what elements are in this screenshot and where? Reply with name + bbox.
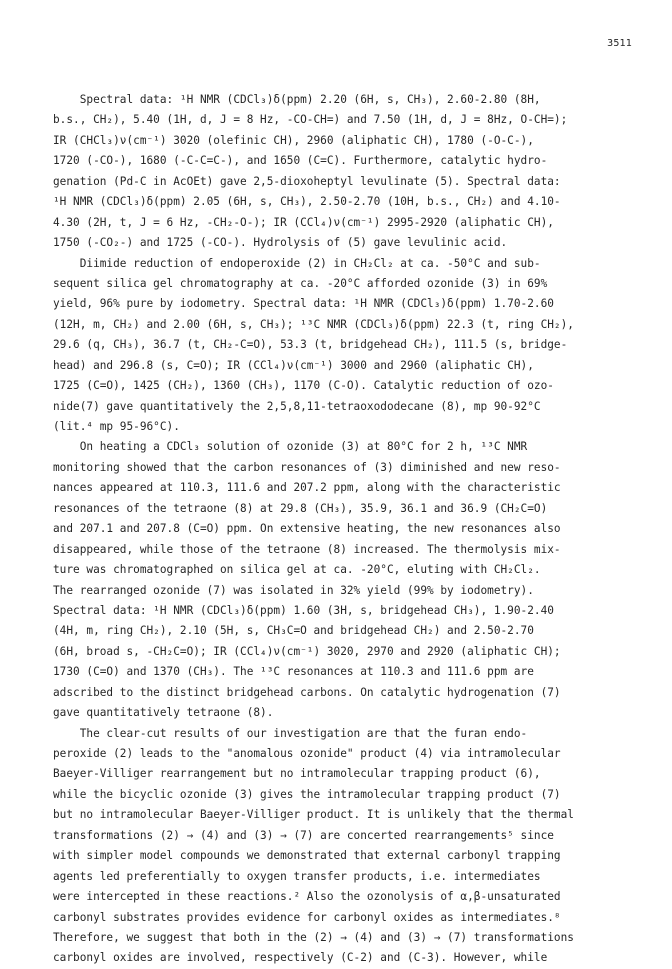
text-line: b.s., CH₂), 5.40 (1H, d, J = 8 Hz, -CO-CH=) and 7.50 (1H, d, J = 8Hz, O-CH=);: [53, 113, 568, 127]
text-line: agents led preferentially to oxygen transfer products, i.e. intermediates: [53, 869, 541, 883]
text-line: yield, 96% pure by iodometry. Spectral data: ¹H NMR (CDCl₃)δ(ppm) 1.70-2.60: [53, 297, 554, 311]
text-line: IR (CHCl₃)ν(cm⁻¹) 3020 (olefinic CH), 2960 (aliphatic CH), 1780 (-O-C-),: [53, 133, 534, 147]
text-line: 4.30 (2H, t, J = 6 Hz, -CH₂-O-); IR (CCl₄)ν(cm⁻¹) 2995-2920 (aliphatic CH),: [53, 215, 554, 229]
text-line: monitoring showed that the carbon resonances of (3) diminished and new reso-: [53, 460, 561, 474]
text-line: On heating a CDCl₃ solution of ozonide (3) at 80°C for 2 h, ¹³C NMR: [53, 440, 528, 454]
text-line: sequent silica gel chromatography at ca. -20°C afforded ozonide (3) in 69%: [53, 276, 548, 290]
text-line: disappeared, while those of the tetraone (8) increased. The thermolysis mix-: [53, 542, 561, 556]
text-line: carbonyl substrates provides evidence for carbonyl oxides as intermediates.⁸: [53, 910, 561, 924]
text-line: 1730 (C=O) and 1370 (CH₃). The ¹³C resonances at 110.3 and 111.6 ppm are: [53, 665, 534, 679]
text-line: gave quantitatively tetraone (8).: [53, 706, 274, 720]
text-line: 29.6 (q, CH₃), 36.7 (t, CH₂-C=O), 53.3 (t, bridgehead CH₂), 111.5 (s, bridge-: [53, 338, 568, 352]
text-line: Spectral data: ¹H NMR (CDCl₃)δ(ppm) 1.60 (3H, s, bridgehead CH₃), 1.90-2.40: [53, 603, 554, 617]
body-text: [53, 90, 625, 969]
text-line: with simpler model compounds we demonstrated that external carbonyl trapping: [53, 849, 561, 863]
text-line: Therefore, we suggest that both in the (2) → (4) and (3) → (7) transformations: [53, 930, 574, 944]
text-line: 1725 (C=O), 1425 (CH₂), 1360 (CH₃), 1170 (C-O). Catalytic reduction of ozo-: [53, 379, 554, 393]
text-line: 1750 (-CO₂-) and 1725 (-CO-). Hydrolysis of (5) gave levulinic acid.: [53, 236, 508, 250]
text-line: ¹H NMR (CDCl₃)δ(ppm) 2.05 (6H, s, CH₃), 2.50-2.70 (10H, b.s., CH₂) and 4.10-: [53, 195, 561, 209]
text-line: Baeyer-Villiger rearrangement but no intramolecular trapping product (6),: [53, 767, 541, 781]
text-line: nide(7) gave quantitatively the 2,5,8,11-tetraoxododecane (8), mp 90-92°C: [53, 399, 541, 413]
text-line: The clear-cut results of our investigation are that the furan endo-: [53, 726, 528, 740]
text-line: adscribed to the distinct bridgehead carbons. On catalytic hydrogenation (7): [53, 685, 561, 699]
text-line: (4H, m, ring CH₂), 2.10 (5H, s, CH₃C=O and bridgehead CH₂) and 2.50-2.70: [53, 624, 534, 638]
text-line: ture was chromatographed on silica gel at ca. -20°C, eluting with CH₂Cl₂.: [53, 563, 541, 577]
page-number: 3511: [607, 38, 632, 49]
text-line: were intercepted in these reactions.² Also the ozonolysis of α,β-unsaturated: [53, 890, 561, 904]
text-line: (12H, m, CH₂) and 2.00 (6H, s, CH₃); ¹³C NMR (CDCl₃)δ(ppm) 22.3 (t, ring CH₂),: [53, 317, 574, 331]
text-line: genation (Pd-C in AcOEt) gave 2,5-dioxoheptyl levulinate (5). Spectral data:: [53, 174, 561, 188]
text-line: Diimide reduction of endoperoxide (2) in CH₂Cl₂ at ca. -50°C and sub-: [53, 256, 541, 270]
text-line: transformations (2) → (4) and (3) → (7) are concerted rearrangements⁵ since: [53, 828, 554, 842]
text-line: head) and 296.8 (s, C=O); IR (CCl₄)ν(cm⁻¹) 3000 and 2960 (aliphatic CH),: [53, 358, 534, 372]
text-line: carbonyl oxides are involved, respectively (C-2) and (C-3). However, while: [53, 951, 548, 965]
text-line: Spectral data: ¹H NMR (CDCl₃)δ(ppm) 2.20 (6H, s, CH₃), 2.60-2.80 (8H,: [53, 93, 541, 106]
text-line: The rearranged ozonide (7) was isolated in 32% yield (99% by iodometry).: [53, 583, 534, 597]
text-line: (lit.⁴ mp 95-96°C).: [53, 420, 180, 433]
text-line: while the bicyclic ozonide (3) gives the intramolecular trapping product (7): [53, 787, 561, 801]
text-line: and 207.1 and 207.8 (C=O) ppm. On extensive heating, the new resonances also: [53, 522, 561, 536]
text-line: resonances of the tetraone (8) at 29.8 (CH₃), 35.9, 36.1 and 36.9 (CH₂C=O): [53, 501, 548, 515]
text-line: nances appeared at 110.3, 111.6 and 207.2 ppm, along with the characteristic: [53, 481, 561, 495]
text-line: (6H, broad s, -CH₂C=O); IR (CCl₄)ν(cm⁻¹) 3020, 2970 and 2920 (aliphatic CH);: [53, 644, 561, 658]
text-line: peroxide (2) leads to the "anomalous ozonide" product (4) via intramolecular: [53, 747, 561, 760]
text-line: but no intramolecular Baeyer-Villiger product. It is unlikely that the thermal: [53, 808, 574, 822]
text-line: 1720 (-CO-), 1680 (-C-C=C-), and 1650 (C=C). Furthermore, catalytic hydro-: [53, 154, 548, 168]
